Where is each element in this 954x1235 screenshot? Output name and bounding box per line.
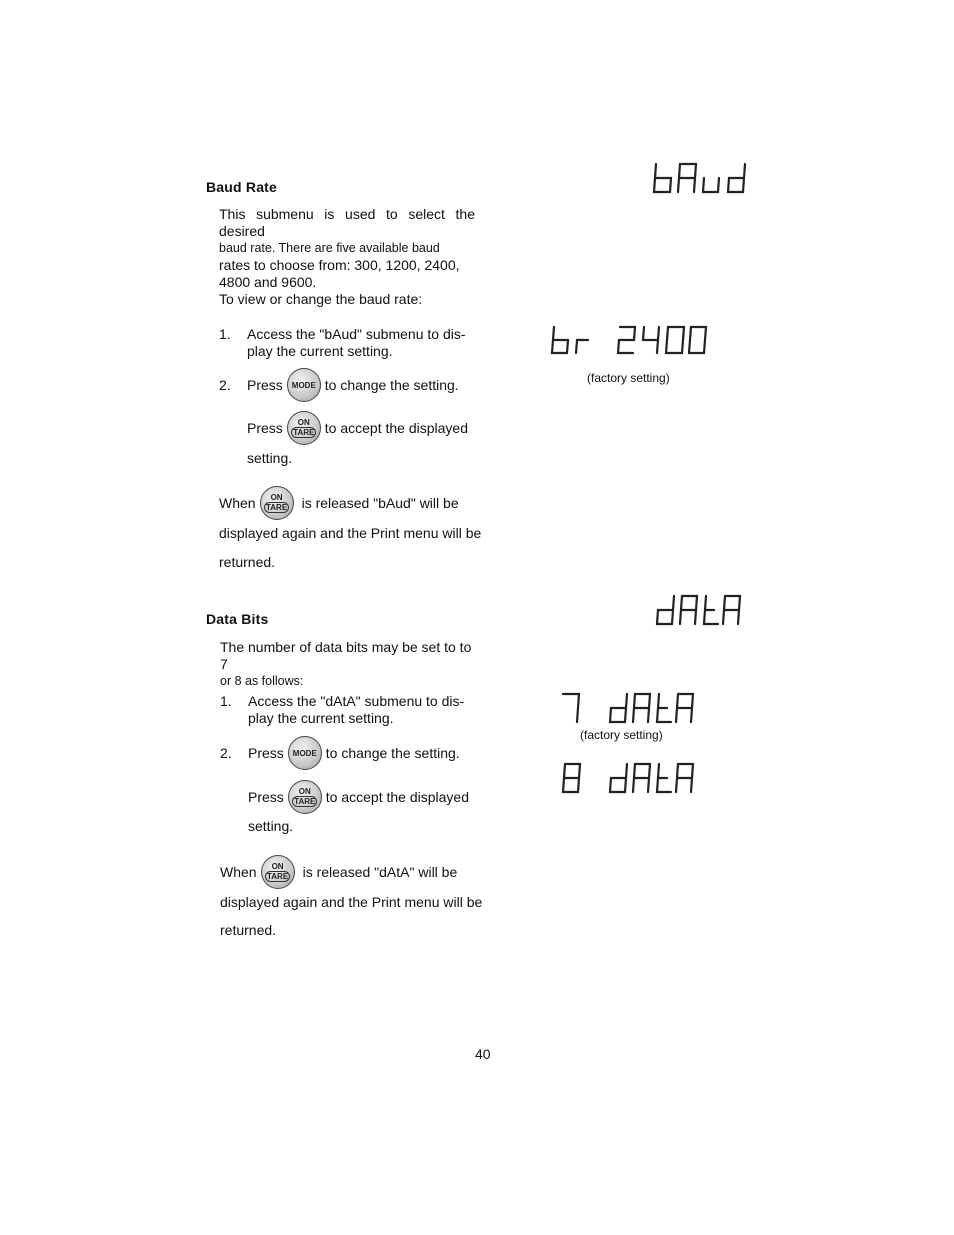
baud-rate-intro xyxy=(219,206,475,291)
data-bits-intro xyxy=(220,639,480,690)
data-step-2 xyxy=(220,736,460,770)
baud-when-line3: returned. xyxy=(219,554,276,570)
step-text: to change the setting. xyxy=(325,745,460,761)
baud-when-row xyxy=(219,486,459,520)
data-accept-cont: setting. xyxy=(248,818,294,834)
mode-button-icon xyxy=(288,736,322,770)
mode-label: MODE xyxy=(291,380,316,390)
intro-line: baud rate. There are five available baud xyxy=(219,241,440,255)
step-text: Press xyxy=(248,789,284,805)
step-text: Press xyxy=(248,745,284,761)
baud-accept-cont: setting. xyxy=(247,450,293,466)
tare-label: TARE xyxy=(265,503,288,512)
step-number: 2. xyxy=(219,377,231,393)
when-text: is released "dAtA" will be xyxy=(302,864,458,880)
lcd-display-data xyxy=(654,592,744,628)
on-tare-button-icon xyxy=(287,411,321,445)
when-text: When xyxy=(220,864,257,880)
step-number: 2. xyxy=(220,745,232,761)
factory-setting-caption: (factory setting) xyxy=(580,728,663,742)
step-text: play the current setting. xyxy=(247,343,393,359)
step-text: Press xyxy=(247,377,283,393)
step-text: to accept the displayed xyxy=(324,420,469,436)
intro-line: or 8 as follows: xyxy=(220,674,304,688)
when-text: is released "bAud" will be xyxy=(301,495,459,511)
mode-label: MODE xyxy=(292,748,317,758)
tare-label: TARE xyxy=(293,428,315,437)
step-text: to accept the displayed xyxy=(325,789,470,805)
step-number: 1. xyxy=(219,326,231,342)
baud-when-line2: displayed again and the Print menu will be xyxy=(219,525,482,541)
data-bits-heading: Data Bits xyxy=(206,611,269,627)
data-accept-row xyxy=(248,780,469,814)
step-number: 1. xyxy=(220,693,232,709)
mode-button-icon xyxy=(287,368,321,402)
baud-accept-row xyxy=(247,411,468,445)
step-text: play the current setting. xyxy=(248,710,394,726)
step-text: Press xyxy=(247,420,283,436)
intro-line: 4800 and 9600. xyxy=(219,274,317,290)
on-label: ON xyxy=(297,418,310,427)
baud-step-1 xyxy=(219,326,475,360)
on-label: ON xyxy=(270,493,283,502)
data-when-line2: displayed again and the Print menu will be xyxy=(220,894,483,910)
baud-step-2 xyxy=(219,368,459,402)
lcd-display-br-2400 xyxy=(548,323,708,357)
lcd-display-baud xyxy=(650,160,750,196)
data-step-1 xyxy=(220,693,476,727)
page-number: 40 xyxy=(475,1046,491,1062)
baud-view-change: To view or change the baud rate: xyxy=(219,291,423,307)
on-tare-button-icon xyxy=(260,486,294,520)
tare-label: TARE xyxy=(266,872,289,881)
on-tare-button-icon xyxy=(261,855,295,889)
step-text: Access the "dAtA" submenu to dis- xyxy=(248,693,465,709)
lcd-display-7-data xyxy=(561,690,701,726)
on-tare-button-icon xyxy=(288,780,322,814)
baud-rate-heading: Baud Rate xyxy=(206,179,278,195)
factory-setting-caption: (factory setting) xyxy=(587,371,670,385)
intro-line: rates to choose from: 300, 1200, 2400, xyxy=(219,257,460,273)
intro-line: The number of data bits may be set to to 7 xyxy=(220,639,472,672)
on-label: ON xyxy=(298,787,311,796)
tare-label: TARE xyxy=(294,797,316,806)
data-when-row xyxy=(220,855,457,889)
step-text: to change the setting. xyxy=(324,377,459,393)
on-label: ON xyxy=(271,862,284,871)
step-text: Access the "bAud" submenu to dis- xyxy=(247,326,466,342)
intro-line: This submenu is used to select the desired xyxy=(219,206,475,239)
lcd-display-8-data xyxy=(561,760,701,796)
data-when-line3: returned. xyxy=(220,922,277,938)
when-text: When xyxy=(219,495,256,511)
